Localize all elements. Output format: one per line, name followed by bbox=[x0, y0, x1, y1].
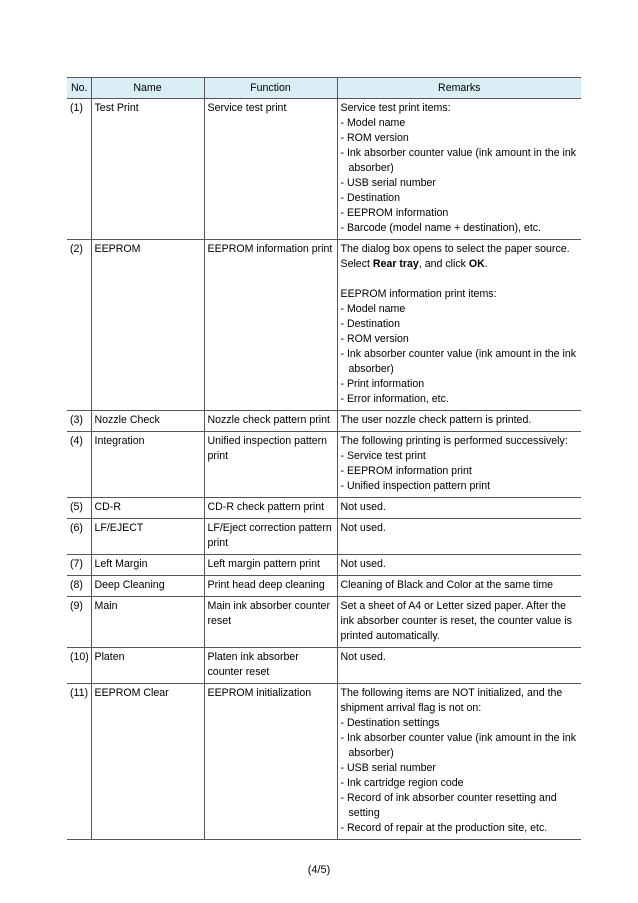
row-no: (6) bbox=[67, 519, 91, 555]
remark-line: - Record of ink absorber counter resetting and setting bbox=[340, 792, 557, 819]
remark-line: - EEPROM information bbox=[340, 207, 449, 219]
table-row bbox=[67, 432, 581, 498]
remark-line: Cleaning of Black and Color at the same time bbox=[340, 579, 554, 591]
row-name: Left Margin bbox=[91, 555, 204, 576]
remark-line: Service test print items: bbox=[340, 102, 451, 114]
row-name: LF/EJECT bbox=[91, 519, 204, 555]
remark-line: - Model name bbox=[340, 303, 406, 315]
row-remarks bbox=[337, 99, 581, 240]
remark-line: - ROM version bbox=[340, 333, 409, 345]
remark-line: - EEPROM information print bbox=[340, 465, 472, 477]
row-remarks bbox=[337, 597, 581, 648]
row-function: Left margin pattern print bbox=[204, 555, 337, 576]
remark-line: The user nozzle check pattern is printed. bbox=[340, 414, 532, 426]
row-no: (4) bbox=[67, 432, 91, 498]
remark-line: - Unified inspection pattern print bbox=[340, 480, 491, 492]
row-no: (1) bbox=[67, 99, 91, 240]
remark-line: - USB serial number bbox=[340, 762, 436, 774]
remark-line: - Ink absorber counter value (ink amount in the ink absorber) bbox=[340, 147, 577, 174]
table-row bbox=[67, 555, 581, 576]
remark-line: - ROM version bbox=[340, 132, 409, 144]
remark-line: Set a sheet of A4 or Letter sized paper. After the ink absorber counter is reset, the counter value is printed automatically. bbox=[340, 600, 572, 642]
remark-line: - Destination bbox=[340, 318, 400, 330]
remark-line: - USB serial number bbox=[340, 177, 436, 189]
remark-emphasis-ok: OK bbox=[468, 258, 485, 270]
row-function: Unified inspection pattern print bbox=[204, 432, 337, 498]
row-function: CD-R check pattern print bbox=[204, 498, 337, 519]
remark-line: The following printing is performed successively: bbox=[340, 435, 568, 447]
row-no: (5) bbox=[67, 498, 91, 519]
table-row bbox=[67, 519, 581, 555]
remark-line: Not used. bbox=[340, 522, 386, 534]
header-remarks: Remarks bbox=[337, 78, 581, 99]
row-remarks bbox=[337, 648, 581, 684]
remark-line: Not used. bbox=[340, 651, 386, 663]
row-no: (10) bbox=[67, 648, 91, 684]
row-name: Nozzle Check bbox=[91, 411, 204, 432]
remark-text: Select bbox=[340, 258, 373, 270]
remark-line: Not used. bbox=[340, 501, 386, 513]
row-name: CD-R bbox=[91, 498, 204, 519]
row-function: Nozzle check pattern print bbox=[204, 411, 337, 432]
row-remarks bbox=[337, 684, 581, 840]
table-row bbox=[67, 597, 581, 648]
row-function: Main ink absorber counter reset bbox=[204, 597, 337, 648]
page-number: (4/5) bbox=[307, 864, 331, 876]
table-row bbox=[67, 99, 581, 240]
row-name: Main bbox=[91, 597, 204, 648]
row-remarks bbox=[337, 411, 581, 432]
table-row bbox=[67, 576, 581, 597]
remark-text: . bbox=[484, 258, 488, 270]
row-remarks bbox=[337, 555, 581, 576]
remark-line bbox=[341, 257, 579, 272]
spacer bbox=[341, 272, 579, 287]
remark-line: - Print information bbox=[340, 378, 425, 390]
table-row bbox=[67, 498, 581, 519]
row-remarks bbox=[337, 576, 581, 597]
header-name: Name bbox=[91, 78, 204, 99]
remark-line: Not used. bbox=[340, 558, 386, 570]
remark-line: EEPROM information print items: bbox=[340, 288, 497, 300]
table-row bbox=[67, 684, 581, 840]
remark-line: - Record of repair at the production site, etc. bbox=[340, 822, 548, 834]
header-no: No. bbox=[67, 78, 91, 99]
row-name: EEPROM bbox=[91, 240, 204, 411]
row-name: Test Print bbox=[91, 99, 204, 240]
table-header-row bbox=[67, 78, 581, 99]
remark-line: - Destination settings bbox=[340, 717, 440, 729]
remark-line: The following items are NOT initialized, and the shipment arrival flag is not on: bbox=[340, 687, 563, 714]
row-no: (11) bbox=[67, 684, 91, 840]
row-remarks bbox=[337, 519, 581, 555]
table-row bbox=[67, 240, 581, 411]
remark-line: - Ink cartridge region code bbox=[340, 777, 464, 789]
row-function: EEPROM information print bbox=[204, 240, 337, 411]
remark-line: The dialog box opens to select the paper source. bbox=[340, 243, 570, 255]
row-no: (7) bbox=[67, 555, 91, 576]
remark-line: - Error information, etc. bbox=[340, 393, 449, 405]
remark-line: - Barcode (model name + destination), etc. bbox=[340, 222, 542, 234]
remark-line: - Ink absorber counter value (ink amount in the ink absorber) bbox=[340, 348, 577, 375]
row-function: Platen ink absorber counter reset bbox=[204, 648, 337, 684]
row-function: Service test print bbox=[204, 99, 337, 240]
row-no: (9) bbox=[67, 597, 91, 648]
row-name: Integration bbox=[91, 432, 204, 498]
remark-text: , and click bbox=[418, 258, 469, 270]
remark-emphasis-rear-tray: Rear tray bbox=[372, 258, 419, 270]
row-remarks bbox=[337, 240, 581, 411]
table-row bbox=[67, 648, 581, 684]
row-name: EEPROM Clear bbox=[91, 684, 204, 840]
row-name: Deep Cleaning bbox=[91, 576, 204, 597]
remark-line: - Model name bbox=[340, 117, 406, 129]
row-remarks bbox=[337, 498, 581, 519]
remark-line: - Service test print bbox=[340, 450, 426, 462]
row-no: (2) bbox=[67, 240, 91, 411]
remark-line: - Destination bbox=[340, 192, 400, 204]
row-function: LF/Eject correction pattern print bbox=[204, 519, 337, 555]
table-row bbox=[67, 411, 581, 432]
row-function: EEPROM initialization bbox=[204, 684, 337, 840]
row-name: Platen bbox=[91, 648, 204, 684]
header-function: Function bbox=[204, 78, 337, 99]
remark-line: - Ink absorber counter value (ink amount in the ink absorber) bbox=[340, 732, 577, 759]
row-function: Print head deep cleaning bbox=[204, 576, 337, 597]
service-mode-table bbox=[67, 77, 581, 840]
row-no: (3) bbox=[67, 411, 91, 432]
row-remarks bbox=[337, 432, 581, 498]
row-no: (8) bbox=[67, 576, 91, 597]
